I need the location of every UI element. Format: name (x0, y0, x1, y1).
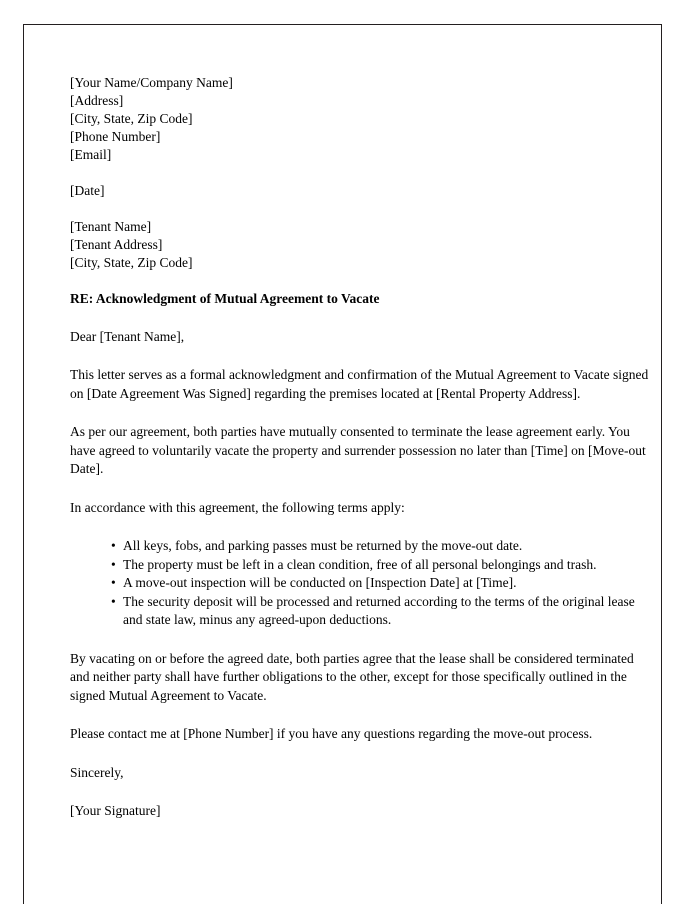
body-paragraph-1: This letter serves as a formal acknowledgment and confirmation of the Mutual Agreement to Vacate signed on [Date Agreement Was Signed] regarding the premises located at [Rental Property Address]. (70, 367, 649, 401)
terms-list (70, 537, 651, 630)
letter-content (70, 74, 651, 820)
closing-paragraph-1: By vacating on or before the agreed date, both parties agree that the lease shall be considered terminated and neither party shall have further obligations to the other, except for those specifically outlined in the signed Mutual Agreement to Vacate. (70, 650, 634, 703)
sign-off-line: Sincerely, (70, 764, 124, 780)
closing-paragraph-2: Please contact me at [Phone Number] if you have any questions regarding the move-out process. (70, 726, 593, 741)
sender-address-block (70, 74, 651, 164)
tenant-address-line: [Tenant Address] (70, 237, 163, 252)
terms-intro-paragraph: In accordance with this agreement, the following terms apply: (70, 499, 405, 515)
document-page (23, 24, 662, 904)
body-paragraph-2: As per our agreement, both parties have mutually consented to terminate the lease agreement early. You have agreed to voluntarily vacate the property and surrender possession no later than [Time] on [Move-out Date]. (70, 424, 646, 476)
date-block (70, 182, 651, 200)
sender-email-line: [Email] (70, 147, 112, 162)
salutation-line: Dear [Tenant Name], (70, 329, 185, 344)
tenant-city-state-zip-line: [City, State, Zip Code] (70, 255, 193, 270)
sender-address-line: [Address] (70, 93, 124, 108)
recipient-address-block (70, 218, 651, 272)
list-item: • The security deposit will be processed and returned according to the terms of the original lease and state law, minus any agreed-upon deductions. (111, 593, 651, 630)
sender-phone-line: [Phone Number] (70, 129, 161, 144)
tenant-name-line: [Tenant Name] (70, 219, 152, 234)
date-line: [Date] (70, 183, 105, 198)
list-item: • The property must be left in a clean condition, free of all personal belongings and trash. (111, 556, 651, 575)
signature-placeholder: [Your Signature] (70, 802, 161, 818)
list-item: • A move-out inspection will be conducted on [Inspection Date] at [Time]. (111, 574, 651, 593)
sender-name-line: [Your Name/Company Name] (70, 75, 233, 90)
sender-city-state-zip-line: [City, State, Zip Code] (70, 111, 193, 126)
subject-line: RE: Acknowledgment of Mutual Agreement to Vacate (70, 291, 380, 306)
list-item: • All keys, fobs, and parking passes must be returned by the move-out date. (111, 537, 651, 556)
